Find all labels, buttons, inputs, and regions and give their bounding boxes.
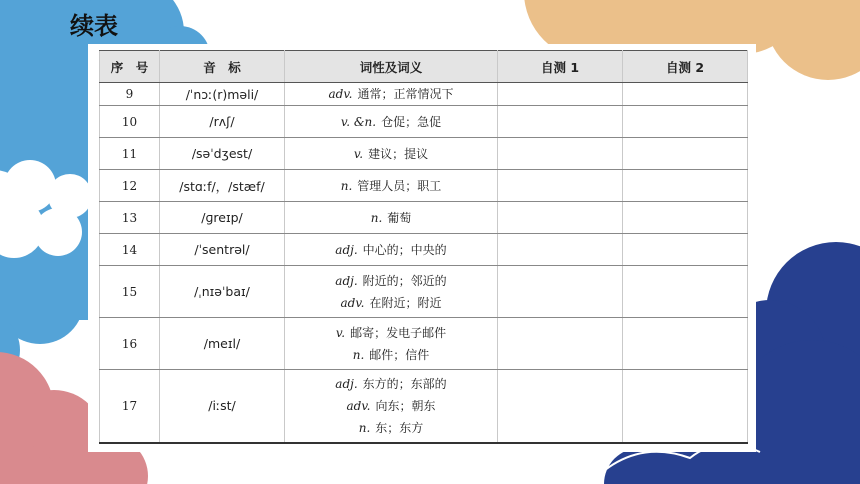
phonetic-cell: /stɑːf/，/stæf/ xyxy=(160,170,285,202)
self-test-1-cell[interactable] xyxy=(498,83,623,106)
phonetic-cell: /ɡreɪp/ xyxy=(160,202,285,234)
row-number: 10 xyxy=(100,106,160,138)
header-self-test-2: 自测 2 xyxy=(623,51,748,83)
meaning-text: 在附近；附近 xyxy=(369,295,442,310)
meaning-cell xyxy=(285,370,498,443)
self-test-2-cell[interactable] xyxy=(623,138,748,170)
meaning-text: 仓促；急促 xyxy=(381,114,442,129)
table-row xyxy=(100,170,748,202)
meaning-text: 管理人员；职工 xyxy=(357,178,442,193)
self-test-1-cell[interactable] xyxy=(498,138,623,170)
self-test-2-cell[interactable] xyxy=(623,234,748,266)
page-title: 续表 xyxy=(70,12,118,40)
part-of-speech: adj. xyxy=(335,273,358,288)
table-body xyxy=(100,83,748,443)
header-number: 序 号 xyxy=(100,51,160,83)
phonetic-cell: /səˈdʒest/ xyxy=(160,138,285,170)
vocabulary-table xyxy=(99,50,748,444)
meaning-line xyxy=(285,344,497,366)
self-test-1-cell[interactable] xyxy=(498,234,623,266)
meaning-cell xyxy=(285,234,498,266)
self-test-2-cell[interactable] xyxy=(623,370,748,443)
row-number: 16 xyxy=(100,318,160,370)
meaning-cell xyxy=(285,266,498,318)
meaning-text: 邮寄；发电子邮件 xyxy=(350,325,447,340)
meaning-text: 通常；正常情况下 xyxy=(357,87,454,101)
meaning-cell xyxy=(285,138,498,170)
meaning-text: 葡萄 xyxy=(387,210,412,225)
meaning-text: 东；东方 xyxy=(375,420,424,435)
self-test-2-cell[interactable] xyxy=(623,83,748,106)
self-test-1-cell[interactable] xyxy=(498,266,623,318)
row-number: 12 xyxy=(100,170,160,202)
vocabulary-sheet xyxy=(88,44,756,452)
self-test-2-cell[interactable] xyxy=(623,266,748,318)
phonetic-cell: /iːst/ xyxy=(160,370,285,443)
meaning-cell xyxy=(285,106,498,138)
table-row xyxy=(100,138,748,170)
meaning-line xyxy=(285,111,497,133)
meaning-line xyxy=(285,373,497,395)
part-of-speech: adv. xyxy=(346,398,371,413)
meaning-line xyxy=(285,239,497,261)
row-number: 17 xyxy=(100,370,160,443)
self-test-1-cell[interactable] xyxy=(498,370,623,443)
phonetic-cell: /ˈnɔː(r)məli/ xyxy=(160,83,285,106)
self-test-1-cell[interactable] xyxy=(498,318,623,370)
part-of-speech: v. &n. xyxy=(340,114,377,129)
self-test-2-cell[interactable] xyxy=(623,106,748,138)
part-of-speech: adv. xyxy=(340,295,365,310)
table-row xyxy=(100,266,748,318)
header-meaning: 词性及词义 xyxy=(285,51,498,83)
header-phonetic: 音 标 xyxy=(160,51,285,83)
self-test-1-cell[interactable] xyxy=(498,106,623,138)
meaning-line xyxy=(285,270,497,292)
self-test-2-cell[interactable] xyxy=(623,202,748,234)
meaning-line xyxy=(285,207,497,229)
meaning-line xyxy=(285,175,497,197)
row-number: 13 xyxy=(100,202,160,234)
self-test-1-cell[interactable] xyxy=(498,170,623,202)
header-self-test-1: 自测 1 xyxy=(498,51,623,83)
phonetic-cell: /ˈsentrəl/ xyxy=(160,234,285,266)
meaning-text: 中心的；中央的 xyxy=(362,242,447,257)
row-number: 15 xyxy=(100,266,160,318)
part-of-speech: n. xyxy=(370,210,383,225)
meaning-line xyxy=(285,417,497,439)
part-of-speech: n. xyxy=(352,347,365,362)
meaning-text: 附近的；邻近的 xyxy=(362,273,447,288)
part-of-speech: n. xyxy=(358,420,371,435)
meaning-cell xyxy=(285,170,498,202)
self-test-2-cell[interactable] xyxy=(623,170,748,202)
self-test-1-cell[interactable] xyxy=(498,202,623,234)
phonetic-cell: /ˌnɪəˈbaɪ/ xyxy=(160,266,285,318)
meaning-line xyxy=(285,395,497,417)
phonetic-cell: /rʌʃ/ xyxy=(160,106,285,138)
phonetic-cell: /meɪl/ xyxy=(160,318,285,370)
table-row xyxy=(100,234,748,266)
table-row xyxy=(100,370,748,443)
meaning-text: 邮件；信件 xyxy=(369,347,430,362)
row-number: 11 xyxy=(100,138,160,170)
part-of-speech: adj. xyxy=(335,242,358,257)
part-of-speech: adv. xyxy=(328,87,353,101)
meaning-line xyxy=(285,83,497,105)
meaning-cell xyxy=(285,318,498,370)
meaning-line xyxy=(285,292,497,314)
self-test-2-cell[interactable] xyxy=(623,318,748,370)
meaning-line xyxy=(285,322,497,344)
meaning-text: 建议；提议 xyxy=(368,146,429,161)
part-of-speech: v. xyxy=(353,146,364,161)
row-number: 14 xyxy=(100,234,160,266)
table-row xyxy=(100,83,748,106)
table-row xyxy=(100,202,748,234)
meaning-cell xyxy=(285,83,498,106)
table-row xyxy=(100,318,748,370)
meaning-line xyxy=(285,143,497,165)
row-number: 9 xyxy=(100,83,160,106)
meaning-cell xyxy=(285,202,498,234)
table-row xyxy=(100,106,748,138)
part-of-speech: n. xyxy=(340,178,353,193)
part-of-speech: v. xyxy=(335,325,346,340)
meaning-text: 向东；朝东 xyxy=(375,398,436,413)
table-header-row xyxy=(100,51,748,83)
part-of-speech: adj. xyxy=(335,376,358,391)
meaning-text: 东方的；东部的 xyxy=(362,376,447,391)
